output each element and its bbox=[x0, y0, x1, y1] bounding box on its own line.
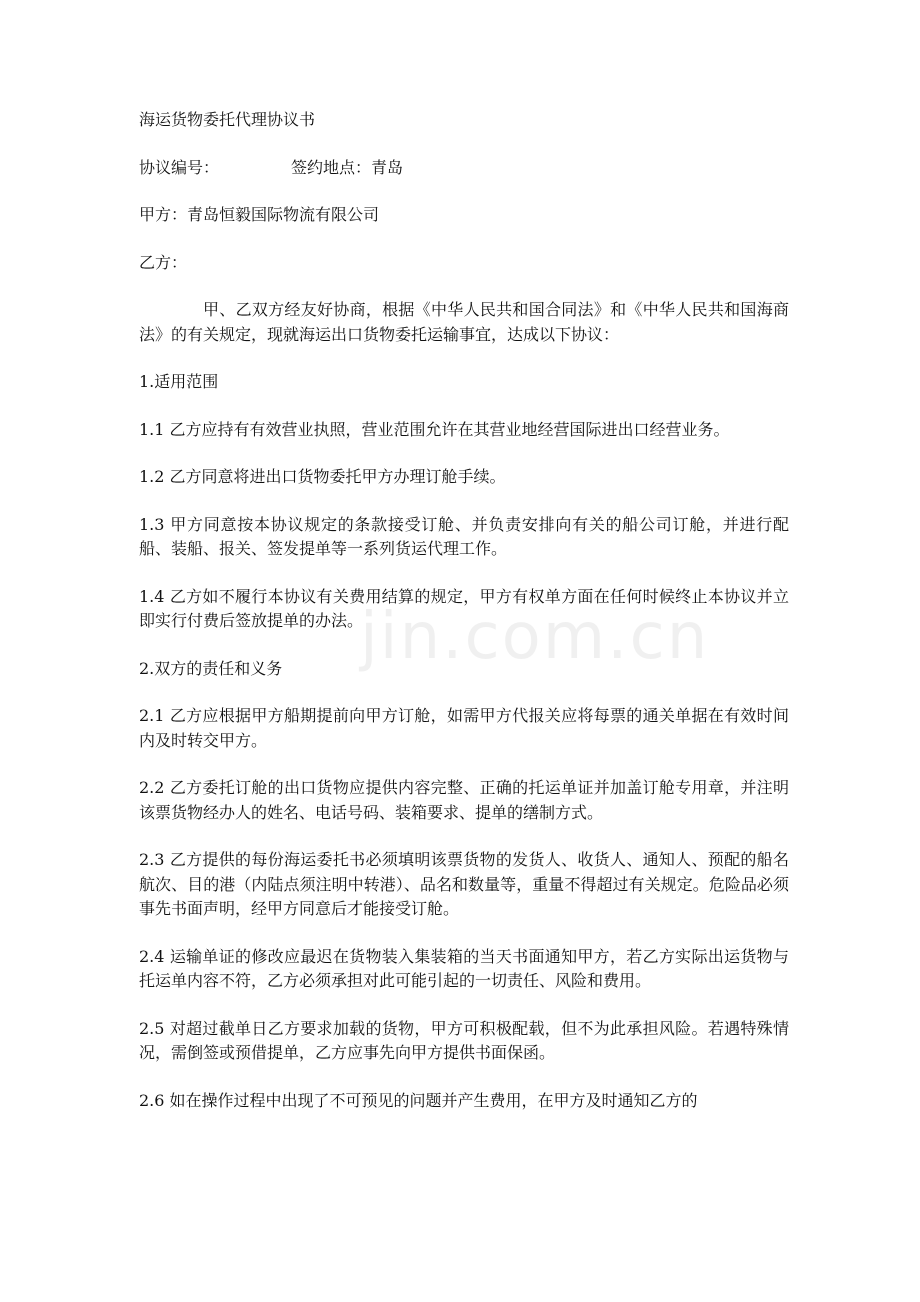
clause-2-3: 2.3 乙方提供的每份海运委托书必须填明该票货物的发货人、收货人、通知人、预配的船名航次、目的港（内陆点须注明中转港）、品名和数量等，重量不得超过有关规定。危险品必须事先书面声明，经甲方同意后才能接受订舱。 bbox=[139, 850, 789, 918]
section-2-title: 2.双方的责任和义务 bbox=[139, 658, 283, 678]
clause-2-6: 2.6 如在操作过程中出现了不可预见的问题并产生费用，在甲方及时通知乙方的 bbox=[139, 1090, 698, 1110]
clause-1-4: 1.4 乙方如不履行本协议有关费用结算的规定，甲方有权单方面在任何时候终止本协议并立即实行付费后签放提单的办法。 bbox=[139, 586, 789, 630]
document-body bbox=[139, 108, 789, 1136]
clause-2-2: 2.2 乙方委托订舱的出口货物应提供内容完整、正确的托运单证并加盖订舱专用章，并注明该票货物经办人的姓名、电话号码、装箱要求、提单的缮制方式。 bbox=[139, 778, 789, 822]
clause-2-1: 2.1 乙方应根据甲方船期提前向甲方订舱，如需甲方代报关应将每票的通关单据在有效时间内及时转交甲方。 bbox=[139, 706, 789, 750]
agreement-meta bbox=[139, 156, 789, 181]
party-a: 甲方：青岛恒毅国际物流有限公司 bbox=[139, 205, 380, 224]
clause-1-2: 1.2 乙方同意将进出口货物委托甲方办理订舱手续。 bbox=[139, 467, 506, 486]
clause-1-3: 1.3 甲方同意按本协议规定的条款接受订舱、并负责安排向有关的船公司订舱，并进行配船、装船、报关、签发提单等一系列货运代理工作。 bbox=[139, 514, 789, 558]
preamble: 甲、乙双方经友好协商，根据《中华人民共和国合同法》和《中华人民共和国海商法》的有关规定，现就海运出口货物委托运输事宜，达成以下协议： bbox=[139, 300, 789, 344]
sign-place: 签约地点：青岛 bbox=[291, 157, 404, 177]
document-title: 海运货物委托代理协议书 bbox=[139, 110, 316, 129]
clause-2-5: 2.5 对超过截单日乙方要求加载的货物，甲方可积极配载，但不为此承担风险。若遇特殊情况，需倒签或预借提单，乙方应事先向甲方提供书面保函。 bbox=[139, 1018, 789, 1062]
clause-2-4: 2.4 运输单证的修改应最迟在货物装入集装箱的当天书面通知甲方，若乙方实际出运货物与托运单内容不符，乙方必须承担对此可能引起的一切责任、风险和费用。 bbox=[139, 946, 789, 990]
party-b: 乙方： bbox=[139, 252, 188, 272]
clause-1-1: 1.1 乙方应持有有效营业执照，营业范围允许在其营业地经营国际进出口经营业务。 bbox=[139, 419, 730, 439]
section-1-title: 1.适用范围 bbox=[139, 372, 219, 391]
watermark: jin.com.cn bbox=[360, 600, 710, 674]
agreement-no-label: 协议编号： bbox=[139, 157, 220, 177]
